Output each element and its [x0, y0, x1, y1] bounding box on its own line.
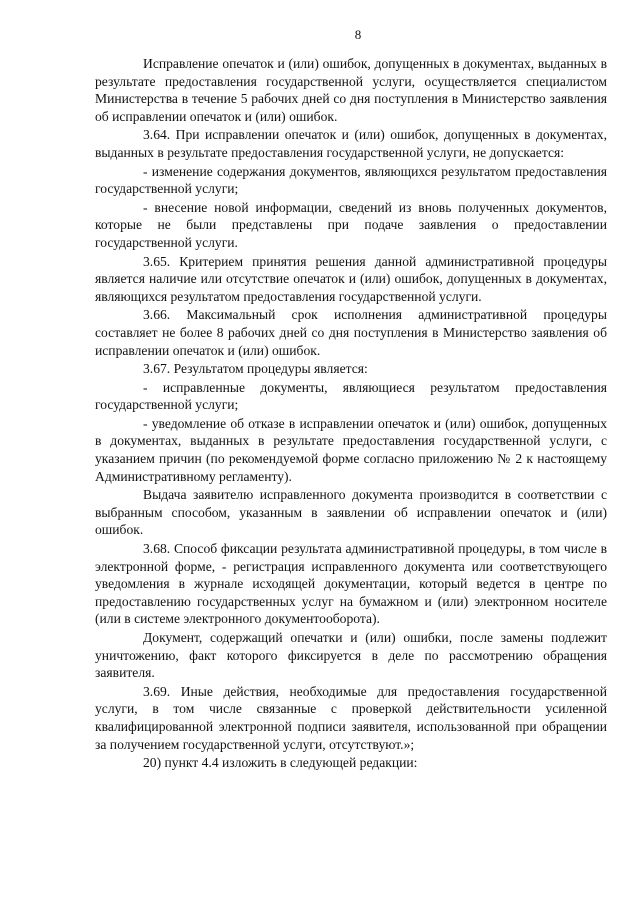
paragraph-3-66: 3.66. Максимальный срок исполнения административной процедуры составляет не более 8 рабочих дней со дня поступления в Министерство заявления об исправлении опечаток и (или) ошибок. [95, 307, 607, 358]
paragraph-correction-intro: Исправление опечаток и (или) ошибок, допущенных в документах, выданных в результате предоставления государственной услуги, осуществляется специалистом Министерства в течение 5 рабочих дней со дня поступления в Министерство заявления об исправлении опечаток и (или) ошибок. [95, 56, 607, 124]
paragraph-3-67-item-1: - исправленные документы, являющиеся результатом предоставления государственной услуги; [95, 379, 607, 413]
paragraph-3-65: 3.65. Критерием принятия решения данной административной процедуры является наличие или отсутствие опечаток и (или) ошибок, допущенных в документах, являющихся результатом предоставления государственной услуги. [95, 253, 607, 304]
paragraph-3-64-item-1: - изменение содержания документов, являющихся результатом предоставления государственной услуги; [95, 163, 607, 197]
paragraph-3-67: 3.67. Результатом процедуры является: [143, 361, 368, 377]
paragraph-3-64: 3.64. При исправлении опечаток и (или) ошибок, допущенных в документах, выданных в результате предоставления государственной услуги, не допускается: [95, 127, 607, 160]
paragraph-item-20: 20) пункт 4.4 изложить в следующей редакции: [143, 755, 418, 771]
paragraph-3-68: 3.68. Способ фиксации результата административной процедуры, в том числе в электронной форме, - регистрация исправленного документа или соответствующего уведомления в журнале исходящей документации, который ведется в центре по предоставлению государственных услуг на бумажном и (или) электронном носителе (или в системе электронного документооборота). [95, 541, 607, 627]
paragraph-3-67-item-2: - уведомление об отказе в исправлении опечаток и (или) ошибок, допущенных в документах, выданных в результате предоставления государственной услуги, с указанием причин (по рекомендуемой форме согласно приложению № 2 к настоящему Административному регламенту). [95, 415, 607, 484]
paragraph-issuance: Выдача заявителю исправленного документа производится в соответствии с выбранным способом, указанным в заявлении об исправлении опечаток и (или) ошибок. [95, 487, 607, 538]
paragraph-3-69: 3.69. Иные действия, необходимые для предоставления государственной услуги, в том числе связанные с проверкой действительности усиленной квалифицированной электронной подписи заявителя, использованной при обращении за получением государственной услуги, отсутствуют.»; [95, 683, 607, 752]
page-number: 8 [354, 27, 362, 42]
paragraph-destruction: Документ, содержащий опечатки и (или) ошибки, после замены подлежит уничтожению, факт которого фиксируется в деле по рассмотрению обращения заявителя. [95, 630, 607, 681]
paragraph-3-64-item-2: - внесение новой информации, сведений из вновь полученных документов, которые не были представлены при подаче заявления о предоставлении государственной услуги. [95, 199, 607, 250]
document-page [95, 26, 607, 773]
